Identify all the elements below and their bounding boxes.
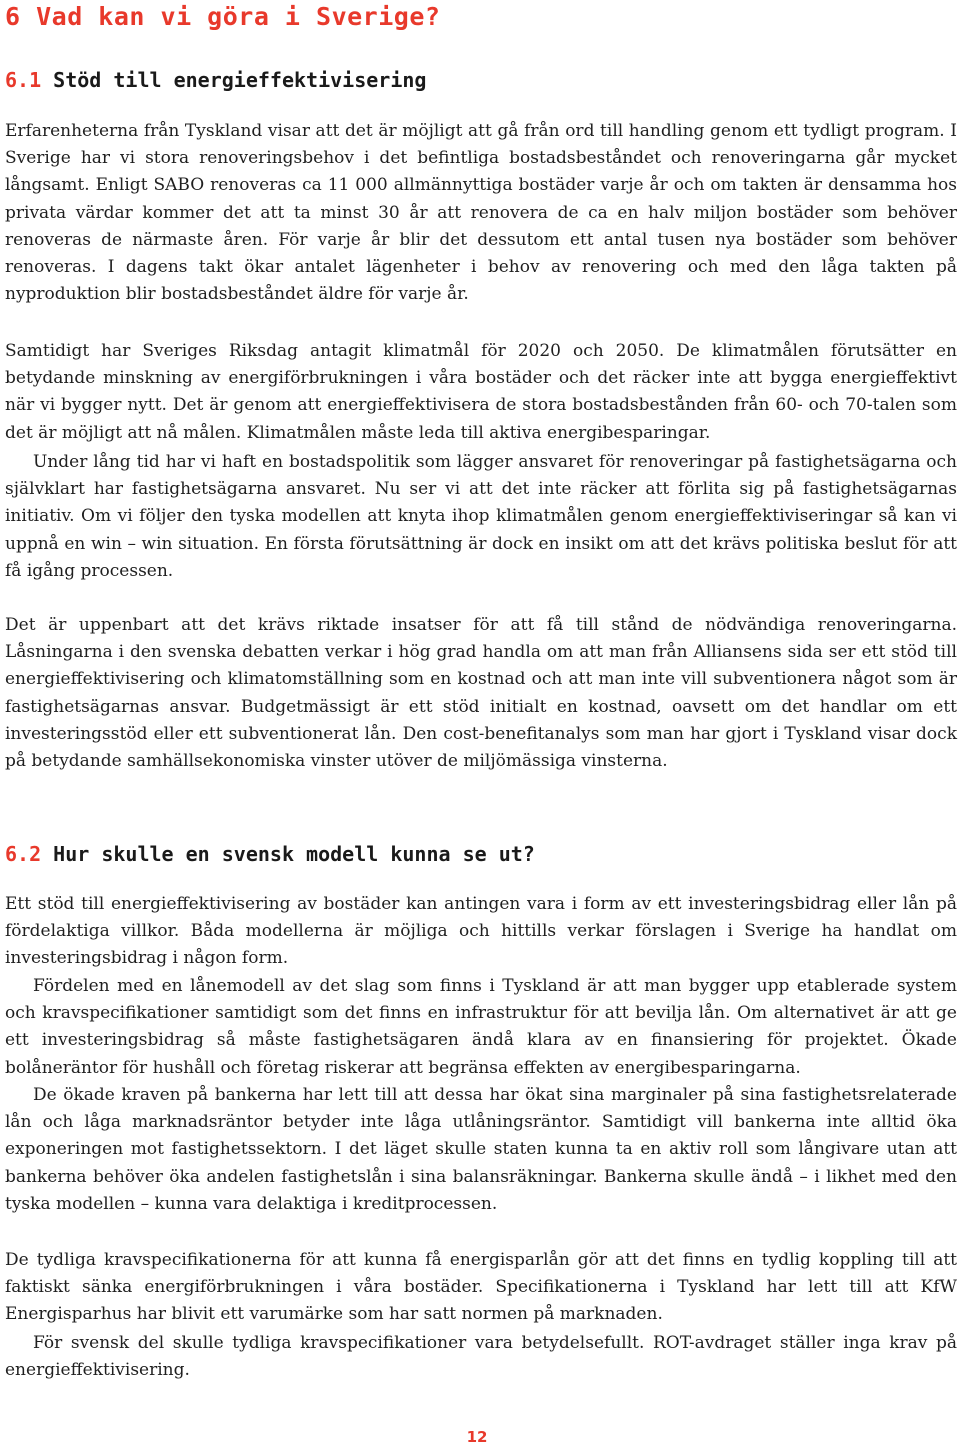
paragraph: Erfarenheterna från Tyskland visar att det är möjligt att gå från ord till handling genom ett tydligt program. I Sverige har vi stora renoveringsbehov i det befintliga bostadsbeståndet och renoveringarna går mycket långsamt. Enligt SABO renoveras ca 11 000 allmännyttiga bostäder varje år och om takten är densamma hos privata värdar kommer det att ta minst 30 år att renovera de ca en halv miljon bostäder som behöver renoveras de närmaste åren. För varje år blir det dessutom ett antal tusen nya bostäder som behöver renoveras. I dagens takt ökar antalet lägenheter i behov av renovering och med den låga takten på nyproduktion blir bostadsbeståndet äldre för varje år. bbox=[5, 121, 957, 305]
page-number: 12 bbox=[466, 1428, 488, 1446]
paragraph: Ett stöd till energieffektivisering av bostäder kan antingen vara i form av ett investeringsbidrag eller lån på fördelaktiga villkor. Båda modellerna är möjliga och hittills verkar förslagen i Sverige ha handlat om investeringsbidrag i någon form. bbox=[5, 894, 957, 969]
paragraph: Fördelen med en lånemodell av det slag som finns i Tyskland är att man bygger upp etablerade system och kravspecifikationer samtidigt som det finns en infrastruktur för att bevilja lån. Om alternativet är att ge ett investeringsbidrag så måste fastighetsägaren ändå klara av en finansiering för projektet. Ökade bolåneräntor för hushåll och företag riskerar att begränsa effekten av energibesparingarna. bbox=[5, 976, 957, 1078]
section-title-text: Stöd till energieffektivisering bbox=[53, 68, 427, 92]
section-heading-6-2 bbox=[5, 842, 535, 866]
paragraph: De tydliga kravspecifikationerna för att kunna få energisparlån gör att det finns en tydlig koppling till att faktiskt sänka energiförbrukningen i våra bostäder. Specifikationerna i Tyskland har lett till att KfW Energisparhus har blivit ett varumärke som har satt normen på marknaden. bbox=[5, 1250, 957, 1325]
section-title-text: Hur skulle en svensk modell kunna se ut? bbox=[53, 842, 535, 866]
paragraph: Samtidigt har Sveriges Riksdag antagit klimatmål för 2020 och 2050. De klimatmålen förutsätter en betydande minskning av energiförbrukningen i våra bostäder och det räcker inte att bygga energieffektivt när vi bygger nytt. Det är genom att energieffektivisera de stora bostadsbestånden från 60- och 70-talen som det är möjligt att nå målen. Klimatmålen måste leda till aktiva energibesparingar. bbox=[5, 341, 957, 443]
paragraph: För svensk del skulle tydliga kravspecifikationer vara betydelsefullt. ROT-avdraget ställer inga krav på energieffektivisering. bbox=[5, 1333, 957, 1381]
section-number: 6.2 bbox=[5, 842, 42, 866]
chapter-title: 6 Vad kan vi göra i Sverige? bbox=[5, 2, 441, 31]
section-number: 6.1 bbox=[5, 68, 42, 92]
section-heading-6-1 bbox=[5, 68, 426, 92]
paragraph: De ökade kraven på bankerna har lett till att dessa har ökat sina marginaler på sina fastighetsrelaterade lån och låga marknadsräntor betyder inte låga utlåningsräntor. Samtidigt vill bankerna inte alltid öka exponeringen mot fastighetssektorn. I det läget skulle staten kunna ta en aktiv roll som långivare utan att bankerna behöver öka andelen fastighetslån i sina balansräkningar. Bankerna skulle ändå – i likhet med den tyska modellen – kunna vara delaktiga i kreditprocessen. bbox=[5, 1085, 957, 1214]
paragraph: Under lång tid har vi haft en bostadspolitik som lägger ansvaret för renoveringar på fastighetsägarna och självklart har fastighetsägarna ansvaret. Nu ser vi att det inte räcker att förlita sig på fastighetsägarnas initiativ. Om vi följer den tyska modellen att knyta ihop klimatmålen genom energieffektiviseringar så kan vi uppnå en win – win situation. En första förutsättning är dock en insikt om att det krävs politiska beslut för att få igång processen. bbox=[5, 452, 957, 581]
paragraph: Det är uppenbart att det krävs riktade insatser för att få till stånd de nödvändiga renoveringarna. Låsningarna i den svenska debatten verkar i hög grad handla om att man från Alliansens sida ser ett stöd till energieffektivisering och klimatomställning som en kostnad och att man inte vill subventionera något som är fastighetsägarnas ansvar. Budgetmässigt är ett stöd initialt en kostnad, oavsett om det handlar om ett investeringsstöd eller ett subventionerat lån. Den cost-benefitanalys som man har gjort i Tyskland visar dock på betydande samhällsekonomiska vinster utöver de miljömässiga vinsterna. bbox=[5, 615, 957, 772]
